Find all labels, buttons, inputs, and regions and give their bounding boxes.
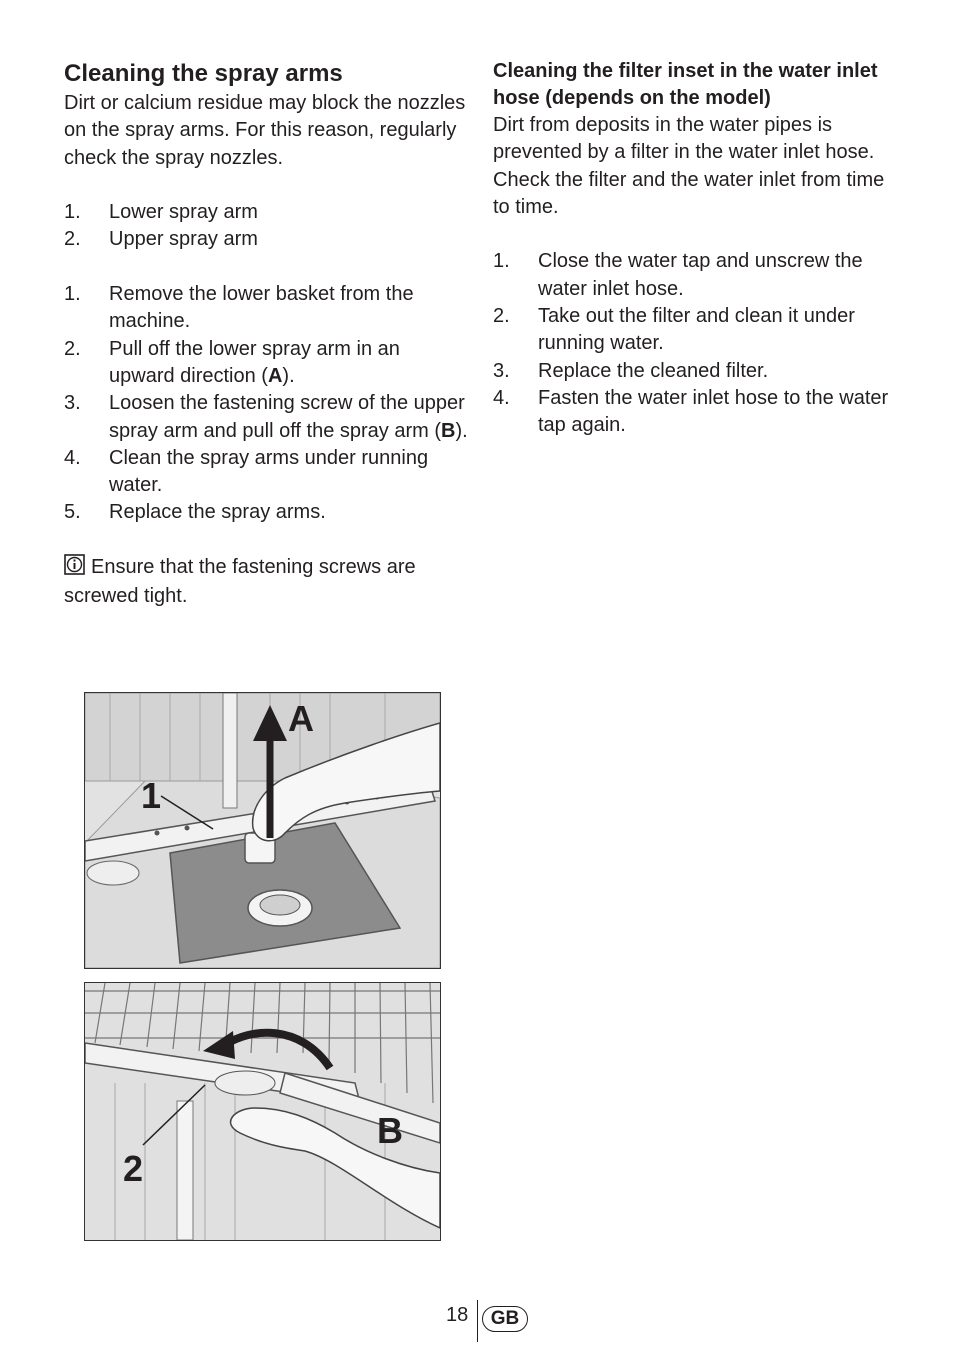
language-badge: GB [482,1306,528,1332]
part-label-1: 1 [141,775,162,816]
parts-list [64,199,468,254]
list-item: 3. Replace the cleaned filter. [493,359,769,382]
list-item: 2. Pull off the lower spray arm in an upward direction (A). [64,337,400,387]
list-item: 5. Replace the spray arms. [64,501,326,524]
part-label-2: 2 [123,1148,144,1189]
filter-steps [493,248,893,439]
list-item: 4. Fasten the water inlet hose to the water tap again. [493,386,889,437]
lower-spray-arm-illustration [84,692,441,969]
right-column [493,58,893,440]
list-item: 4. Clean the spray arms under running water. [64,446,429,497]
left-column [64,58,468,611]
section-heading-filter-inset: Cleaning the filter inset in the water inlet hose (depends on the model) [493,60,878,109]
filter-intro: Dirt from deposits in the water pipes is prevented by a filter in the water inlet hose. Check the filter and the water inlet from time to time. [493,114,885,218]
list-item: 2. Take out the filter and clean it under running water. [493,305,855,355]
page-number: 18 [446,1304,469,1326]
list-item: 1. Close the water tap and unscrew the water inlet hose. [493,250,863,300]
list-item: 1. Lower spray arm [64,201,258,224]
list-item: 3. Loosen the fastening screw of the upper spray arm and pull off the spray arm (B). [64,392,468,442]
section-heading-spray-arms: Cleaning the spray arms [64,60,343,87]
note-paragraph: Ensure that the fastening screws are screwed tight. [64,556,416,608]
spray-arms-intro: Dirt or calcium residue may block the nozzles on the spray arms. For this reason, regularly check the spray nozzles. [64,92,466,169]
upper-spray-arm-illustration [84,982,441,1241]
list-item: 2. Upper spray arm [64,228,258,251]
info-icon [64,554,85,583]
list-item: 1. Remove the lower basket from the machine. [64,283,414,333]
arrow-label-b: B [377,1110,403,1151]
footer-divider [477,1300,478,1342]
spray-arm-steps [64,281,468,527]
arrow-label-a: A [288,698,314,739]
